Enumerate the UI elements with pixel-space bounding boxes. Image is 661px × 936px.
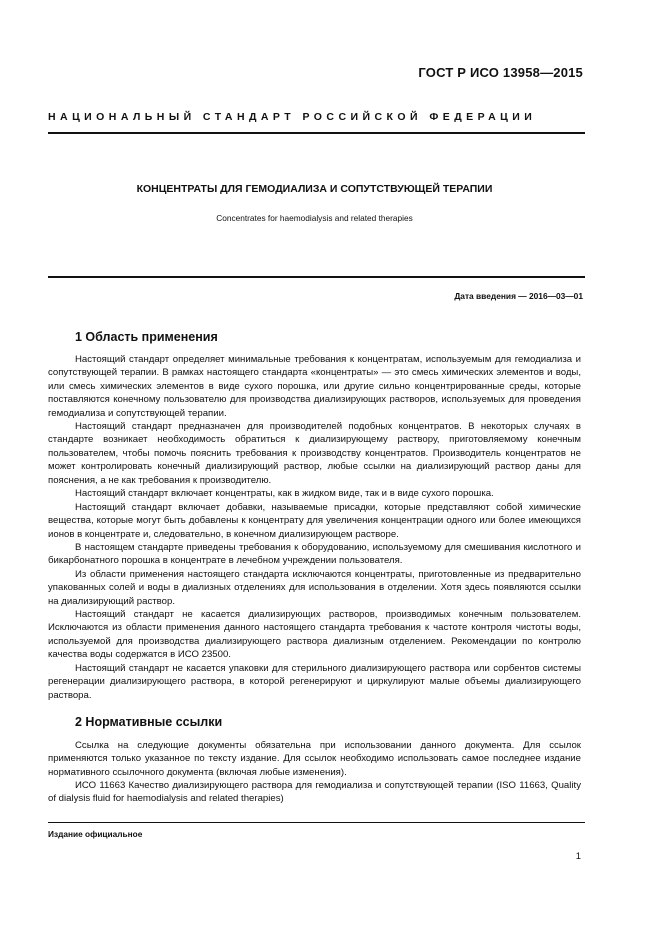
title-rule	[48, 276, 585, 278]
page-number: 1	[575, 851, 581, 862]
official-edition-label: Издание официальное	[48, 829, 143, 839]
section-1-paragraph: Из области применения настоящего стандарта исключаются концентраты, приготовленные из предварительно упакованных солей и воды в диализных отделениях для использования в отделении. Хотя здесь появляются ссылки на диализирующий раствор.	[48, 569, 581, 607]
section-1-heading: 1 Область применения	[75, 330, 218, 344]
section-1-paragraph: Настоящий стандарт определяет минимальные требования к концентратам, используемым для гемодиализа и сопутствующей терапии. В рамках настоящего стандарта «концентраты» — это смесь химических элементов и воды, или смесь химических элементов в виде сухого порошка, или другие сильно концентрированные среды, которые поставляются конечному пользователю для производства диализирующих растворов, используемых для проведения гемодиализа и сопутствующей терапии.	[48, 354, 581, 419]
section-1-paragraph: Настоящий стандарт не касается диализирующих растворов, производимых конечным пользователем. Исключаются из области применения данного настоящего стандарта требования к частоте контроля чистоты воды, используемой для производства диализирующего раствора диализным отделением. Рекомендации по контролю качества воды содержатся в ИСО 23500.	[48, 609, 581, 661]
national-standard-banner: НАЦИОНАЛЬНЫЙ СТАНДАРТ РОССИЙСКОЙ ФЕДЕРАЦИИ	[48, 111, 537, 123]
standard-code: ГОСТ Р ИСО 13958—2015	[418, 65, 583, 80]
section-1-paragraph: Настоящий стандарт включает добавки, называемые присадки, которые представляют собой химические вещества, которые могут быть добавлены к концентрату для увеличения концентрации одного или более имеющихся ионов в концентрате и, следовательно, в конечном диализирующем растворе.	[48, 502, 581, 540]
section-1-paragraph: В настоящем стандарте приведены требования к оборудованию, используемому для смешивания кислотного и бикарбонатного порошка в концентрате в лечебном учреждении пользователя.	[48, 542, 581, 567]
header-rule	[48, 132, 585, 134]
document-title-ru: КОНЦЕНТРАТЫ ДЛЯ ГЕМОДИАЛИЗА И СОПУТСТВУЮЩЕЙ ТЕРАПИИ	[136, 183, 493, 195]
section-2-paragraph: ИСО 11663 Качество диализирующего раствора для гемодиализа и сопутствующей терапии (ISO 11663, Quality of dialysis fluid for haemodialysis and related therapies)	[48, 780, 581, 805]
section-2-heading: 2 Нормативные ссылки	[75, 715, 223, 729]
document-title-en: Concentrates for haemodialysis and related therapies	[216, 213, 413, 223]
introduction-date: Дата введения — 2016—03—01	[454, 291, 583, 301]
footer-rule	[48, 822, 585, 823]
section-1-paragraph: Настоящий стандарт включает концентраты, как в жидком виде, так и в виде сухого порошка.	[75, 488, 494, 499]
section-2-paragraph: Ссылка на следующие документы обязательна при использовании данного документа. Для ссылок применяются только указанное по тексту издание. Для ссылок необходимо использовать самое последнее издание нормативного ссылочного документа (включая любые изменения).	[48, 740, 581, 778]
section-1-paragraph: Настоящий стандарт не касается упаковки для стерильного диализирующего раствора или сорбентов системы регенерации диализирующего раствора, в которой регенерируют и циркулируют малые объемы диализирующего раствора.	[48, 663, 581, 701]
section-1-paragraph: Настоящий стандарт предназначен для производителей подобных концентратов. В некоторых случаях в стандарте возникает необходимость обратиться к диализирующему раствору, приготовляемому конечным пользователем, чтобы помочь пояснить требования к производству концентратов. Производитель концентратов не может контролировать конечный диализирующий раствор, любые ссылки на диализирующий раствор даны для пояснения, а не как требования к производителю.	[48, 421, 581, 486]
